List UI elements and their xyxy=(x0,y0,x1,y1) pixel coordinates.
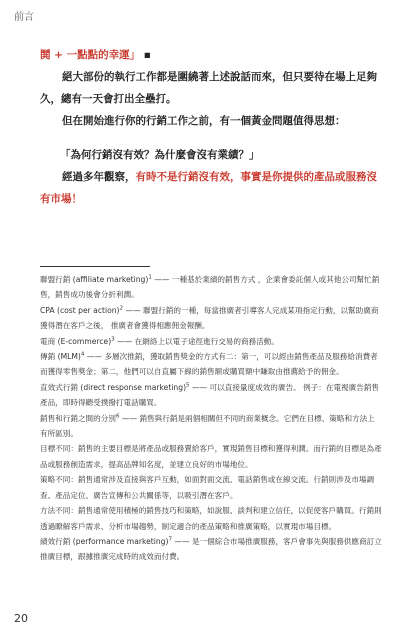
footnote-6: 銷售和行銷之間的分別$^6$ —— 銷售與行銷是兩個相關但不同的商業概念。它們在目標、策略和方法上有所區別。 xyxy=(40,413,375,439)
paragraph-3 xyxy=(40,166,380,210)
footnote-3: 電商 (E-commerce)$^3$ —— 在網絡上以電子途徑進行交易的商務活動。 xyxy=(40,336,279,346)
paragraph-1: 絕大部份的執行工作都是圍繞著上述說話而來，但只要待在場上足夠久，總有一天會打出全壘打。 xyxy=(40,71,377,105)
footnote-divider xyxy=(40,266,150,267)
heading-title: 鬨 + 一點點的幸運」 xyxy=(40,49,141,61)
question-line: 「為何行銷沒有效？為什麼會沒有業績？」 xyxy=(60,149,260,161)
heading-line xyxy=(40,44,380,66)
footnote-4: 傳銷 (MLM)$^4$ —— 多層次推銷，獲取銷售獎金的方式有二：第一，可以經由銷售產品及服務給消費者而獲得零售獎金；第二，他們可以自直屬下線的銷售額或購買額中賺取由推薦給予的佣金。 xyxy=(40,351,378,377)
footnote-6-methods: 方法不同：銷售通常使用積極的銷售技巧和策略，如說服、談判和建立信任，以促使客戶購買。行銷則透過瞭解客戶需求、分析市場趨勢，制定適合的產品策略和推廣策略，以實現市場目標。 xyxy=(40,506,382,531)
heading-mark: ▪ xyxy=(140,49,151,61)
running-header: 前言 xyxy=(14,12,34,23)
main-text xyxy=(40,44,380,210)
footnotes xyxy=(40,272,382,565)
footnote-7: 績效行銷 (performance marketing)$^7$ —— 是一個綜合市場推廣服務，客戶會事先與服務供應商訂立推廣目標，跟據推廣完成時的成效而付費。 xyxy=(40,536,382,562)
footnote-2: CPA (cost per action)$^2$ —— 聯盟行銷的一種，每當推廣者引導客人完成某項指定行動，以幫助廣商獲得潛在客戶之後， 推廣者會獲得相應佣金報酬。 xyxy=(40,305,379,331)
paragraph-2: 但在開始進行你的行銷工作之前，有一個黃金問題值得思想： xyxy=(62,115,346,127)
paragraph-3-prefix: 經過多年觀察， xyxy=(62,171,136,183)
footnote-6-strategy: 策略不同：銷售通常涉及直接與客戶互動，如面對面交流、電話銷售或在線交流。行銷則涉及市場調查、產品定位、廣告宣傳和公共關係等，以吸引潛在客戶。 xyxy=(40,475,375,500)
page-number: 20 xyxy=(14,612,28,625)
footnote-1: 聯盟行銷 (affiliate marketing)$^1$ —— 一種基於業績的銷售方式 ，企業會委託個人或其他公司幫忙銷售，銷售成功後會分折利潤。 xyxy=(40,274,380,300)
footnote-6-goals: 目標不同：銷售的主要目標是將產品或服務賣給客戶，實現銷售目標和獲得利潤。而行銷的目標是為產品或服務創造需求，提高品牌知名度，並建立良好的市場地位。 xyxy=(40,444,382,469)
paragraph-3-highlight: 有時不是行銷沒有效，事實是你提供的產品或服務沒有市場！ xyxy=(40,171,377,205)
footnote-5: 直效式行銷 (direct response marketing)$^5$ —— 可以直接量度成效的廣告。 例子：在電視廣告銷售產品，即時得聽受撲撥打電話購買。 xyxy=(40,382,380,408)
